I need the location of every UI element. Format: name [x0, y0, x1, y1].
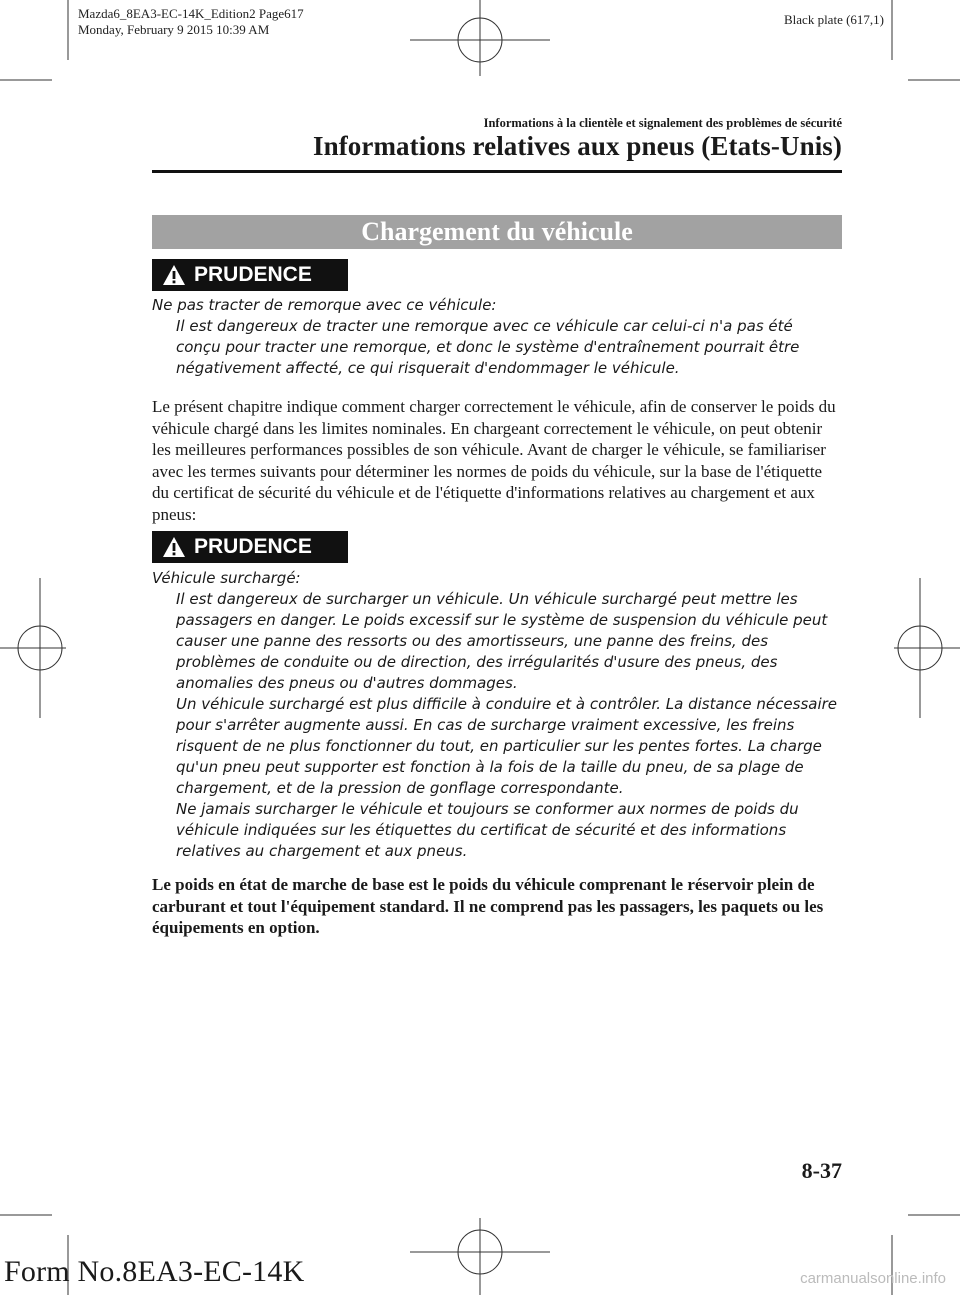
section-title: Informations relatives aux pneus (Etats-Unis) [312, 131, 842, 161]
header-rule [152, 170, 842, 173]
caution-text-1 [152, 295, 842, 379]
body-section [152, 396, 842, 525]
page-number: 8-37 [801, 1158, 842, 1183]
form-number: Form No.8EA3-EC-14K [4, 1255, 305, 1288]
caution-lead: Ne pas tracter de remorque avec ce véhicule: [152, 296, 497, 314]
caution-badge [152, 531, 348, 563]
bold-section [152, 874, 842, 939]
caution-label: PRUDENCE [194, 535, 312, 558]
caution-text-2 [152, 568, 842, 862]
caution-lead: Véhicule surchargé: [152, 569, 301, 587]
date-line: Monday, February 9 2015 10:39 AM [78, 22, 270, 37]
bold-paragraph: Le poids en état de marche de base est le poids du véhicule comprenant le réservoir plein de carburant et tout l'équipement standard. Il ne comprend pas les passagers, les paquets ou les équipements en option. [152, 875, 824, 937]
caution-label: PRUDENCE [194, 263, 312, 286]
body-paragraph: Le présent chapitre indique comment charger correctement le véhicule, afin de conserver le poids du véhicule chargé dans les limites nominales. En chargeant correctement le véhicule, on peut obtenir les meilleures performances possibles de son véhicule. Avant de charger le véhicule, se familiariser avec les termes suivants pour déterminer les normes de poids du véhicule, sur la base de l'étiquette du certificat de sécurité du véhicule et de l'étiquette d'informations relatives au chargement et aux pneus: [152, 397, 836, 524]
warning-icon [162, 264, 186, 286]
caution-paragraph: Ne jamais surcharger le véhicule et toujours se conformer aux normes de poids du véhicule indiquées sur les étiquettes du certificat de sécurité et des informations relatives au chargement et aux pneus. [176, 800, 799, 860]
section-subtitle: Informations à la clientèle et signalement des problèmes de sécurité [483, 116, 842, 130]
warning-icon [162, 536, 186, 558]
caution-paragraph: Il est dangereux de surcharger un véhicule. Un véhicule surchargé peut mettre les passagers en danger. Le poids excessif sur le système de suspension du véhicule peut causer une panne des ressorts ou des amortisseurs, une panne des freins, des problèmes de conduite ou de direction, des irrégularités d'usure des pneus, des anomalies des pneus ou d'autres dommages. [176, 590, 828, 692]
section-band: Chargement du véhicule [152, 215, 842, 249]
print-metadata [78, 6, 304, 38]
caution-paragraph: Il est dangereux de tracter une remorque avec ce véhicule car celui-ci n'a pas été conçu pour tracter une remorque, et donc le système d'entraînement pourrait être négativement affecté, ce qui risquerait d'endommager le véhicule. [176, 317, 800, 377]
site-watermark: carmanualsonline.info [800, 1270, 946, 1287]
caution-paragraph: Un véhicule surchargé est plus difficile à conduire et à contrôler. La distance nécessaire pour s'arrêter augmente aussi. En cas de surcharge vraiment excessive, les freins risquent de ne plus fonctionner du tout, en particulier sur les pentes fortes. La charge qu'un pneu peut supporter est fonction à la fois de la taille du pneu, de sa plage de chargement, et de la pression de gonflage correspondante. [176, 695, 838, 797]
file-line: Mazda6_8EA3-EC-14K_Edition2 Page617 [78, 6, 304, 21]
caution-badge [152, 259, 348, 291]
plate-label: Black plate (617,1) [784, 12, 884, 27]
